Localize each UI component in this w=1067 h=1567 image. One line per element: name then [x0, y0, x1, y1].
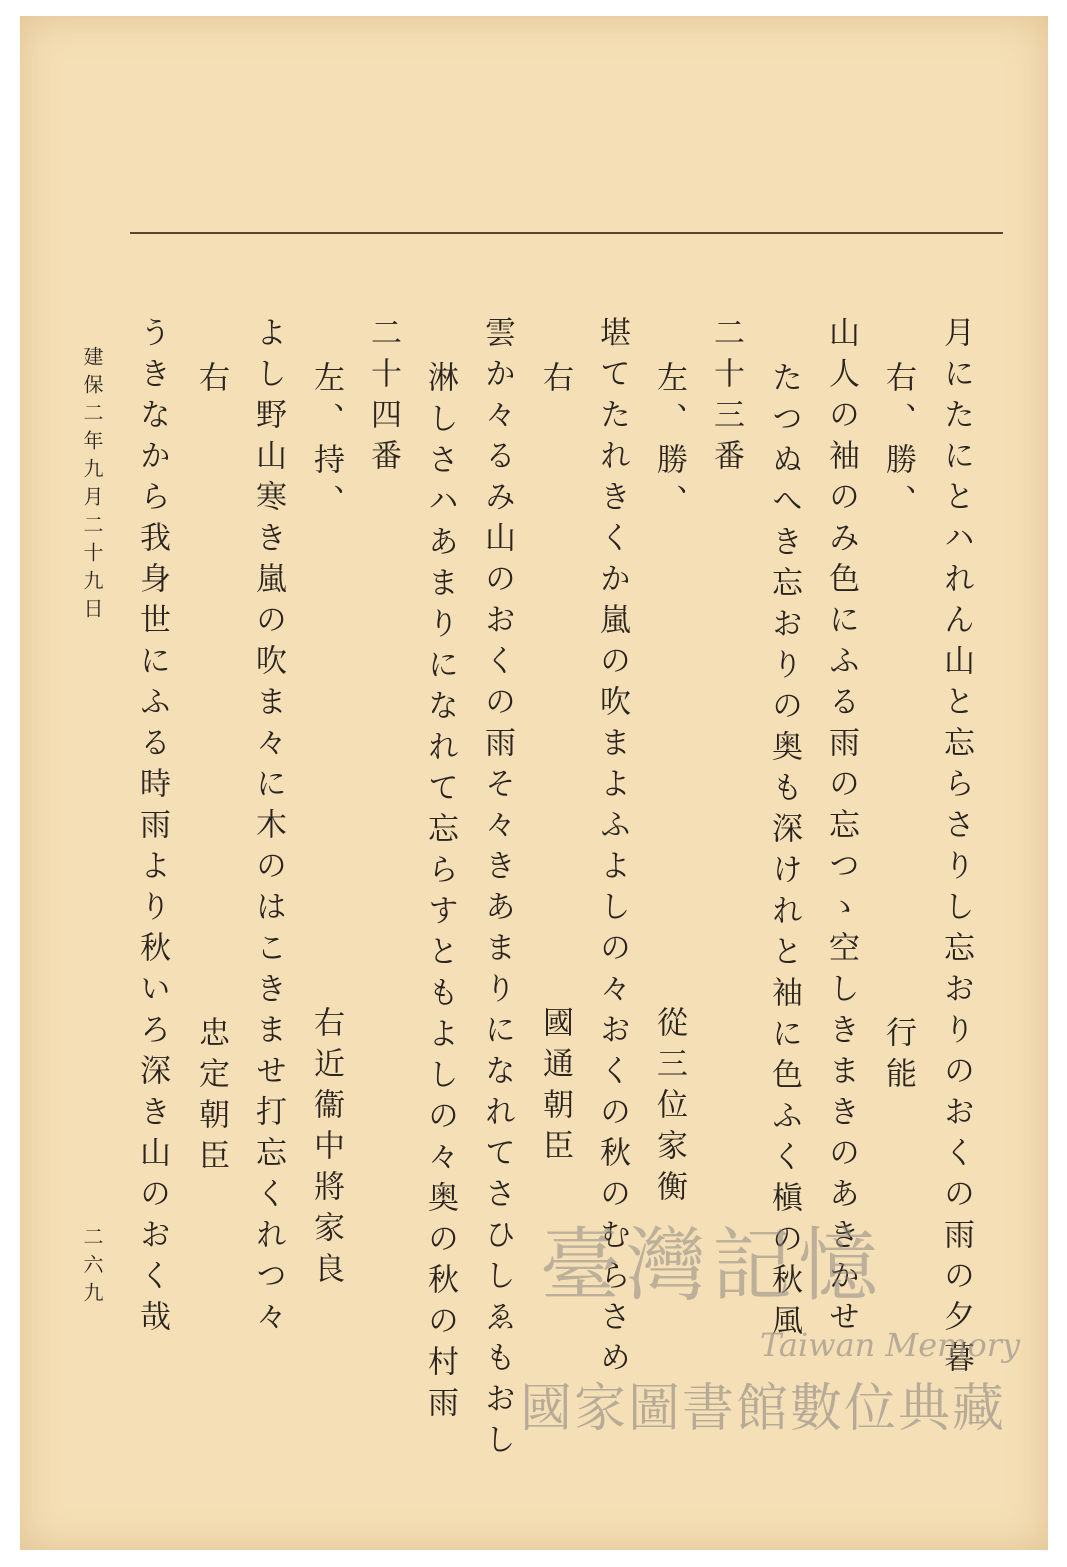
author-name: 行能	[880, 1016, 916, 1098]
author-name: 忠定朝臣	[193, 1016, 229, 1180]
poem-line-1: 月にたにとハれん山と忘らさりし忘おりのおくの雨の夕暮	[938, 316, 974, 1382]
poem-line-4: 堪てたれきくか嵐の吹まよふよしの々おくの秋のむらさめ	[594, 316, 630, 1382]
round-heading-24: 二十四番	[365, 316, 401, 480]
side-label-right-win: 右、勝、	[880, 361, 916, 525]
poem-line-6: 淋しさハあまりになれて忘らすともよしの々奥の秋の村雨	[422, 361, 458, 1427]
side-label-left-win: 左、勝、	[651, 361, 687, 525]
watermark-english: Taiwan Memory	[760, 1326, 1021, 1364]
poem-line-3: たつぬへき忘おりの奥も深けれと袖に色ふく槇の秋風	[766, 361, 802, 1345]
side-label-right: 右	[537, 361, 573, 402]
horizontal-rule	[130, 232, 1003, 234]
poem-line-2: 山人の袖のみ色にふる雨の忘つゝ空しきまきのあきかせ	[823, 316, 859, 1341]
poem-line-8: うきなから我身世にふる時雨より秋いろ深き山のおく哉	[134, 316, 170, 1341]
watermark-logo: 臺灣記憶	[540, 1219, 884, 1312]
poem-line-5: 雲か々るみ山のおくの雨そ々きあまりになれてさひしゑもおし	[479, 316, 515, 1464]
round-heading-23: 二十三番	[708, 316, 744, 480]
page-number: 二六九	[80, 1226, 104, 1310]
poem-line-7: よし野山寒き嵐の吹ま々に木のはこきませ打忘くれつ々	[250, 316, 286, 1341]
watermark-institution: 國家圖書館數位典藏	[520, 1379, 1007, 1439]
author-name: 從三位家衡	[651, 1006, 687, 1211]
author-name: 國通朝臣	[537, 1006, 573, 1170]
document-page	[20, 16, 1048, 1550]
author-name: 右近衞中將家良	[308, 1006, 344, 1293]
side-label-left-draw: 左、持、	[308, 361, 344, 525]
date-line: 建保二年九月二十九日	[80, 346, 104, 626]
side-label-right: 右	[193, 361, 229, 402]
